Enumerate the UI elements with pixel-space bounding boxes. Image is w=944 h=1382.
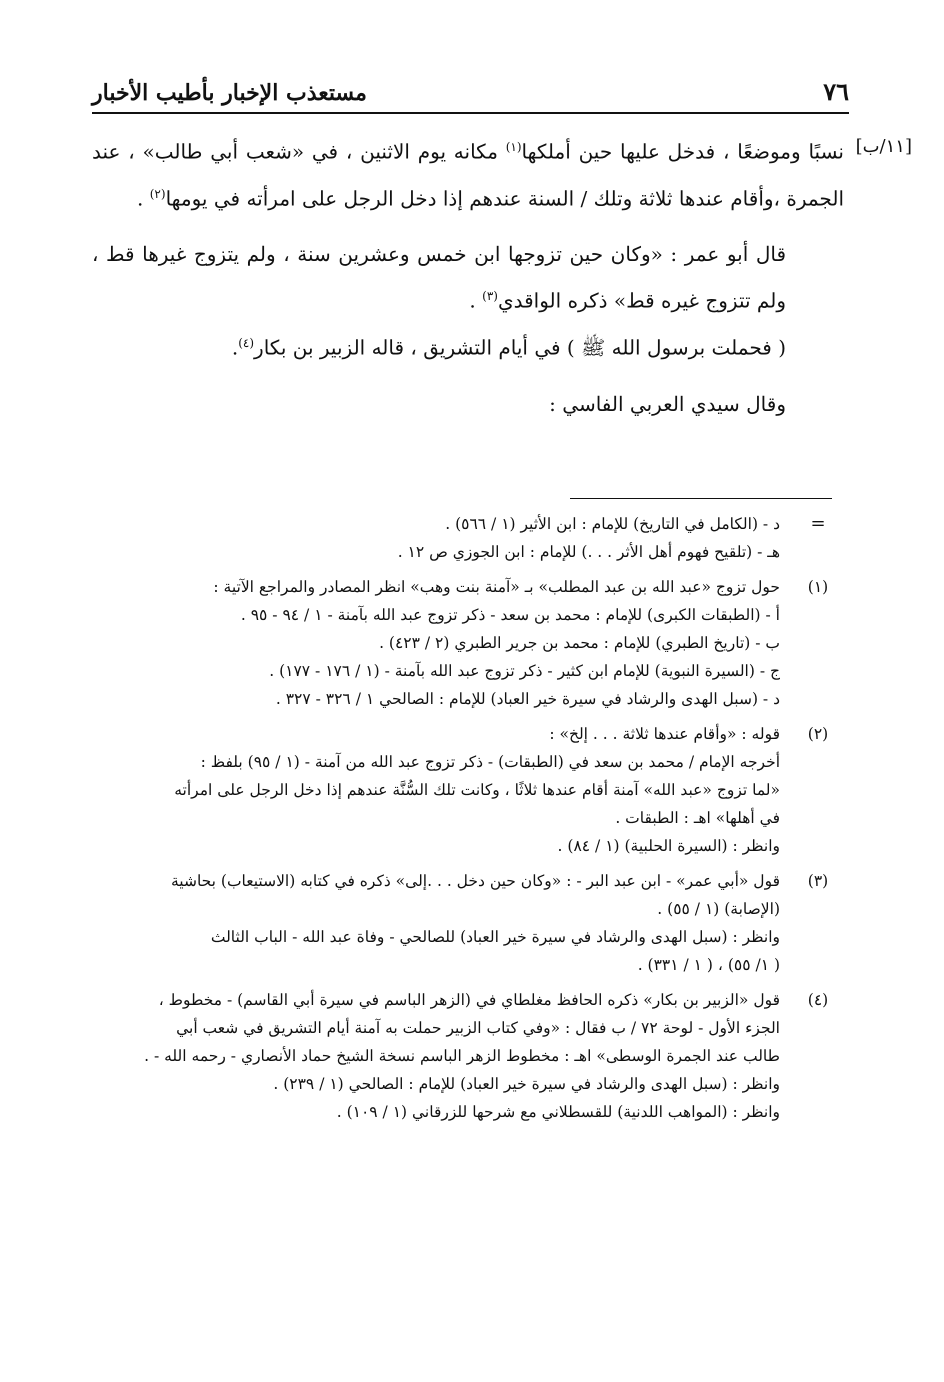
footnote-1: (١) حول تزوج «عبد الله بن عبد المطلب» بـ «آمنة بنت وهب» انظر المصادر والمراجع الآتية : أ - (الطبقات الكبرى) للإمام : محمد بن سعد - ذكر تزوج عبد الله بآمنة - ١ / ٩٤ - ٩٥ . ب - (تاريخ الطبري) للإمام : محمد بن جرير الطبري (٢ / ٤٢٣) . ج - (السيرة النبوية) للإمام ابن كثير - ذكر تزوج عبد الله بآمنة - (١ / ١٧٦ - ١٧٧) . د - (سبل الهدى والرشاد في سيرة خير العباد) للإمام : الصالحي ١ / ٣٢٦ - ٣٢٧ .	[92, 573, 838, 713]
body-paragraph: ( فحملت برسول الله ﷺ ) في أيام التشريق ، قاله الزبير بن بكار$^{(٤)}$.	[231, 335, 786, 360]
main-text	[92, 126, 912, 425]
footnote-number: (٣)	[807, 872, 829, 890]
folio-marker: [١١/ب]	[855, 136, 912, 157]
running-title: مستعذب الإخبار بأطيب الأخبار	[92, 80, 367, 106]
footnote-2: (٢) قوله : «وأقام عندها ثلاثة . . . إلخ» : أخرجه الإمام / محمد بن سعد في (الطبقات) - ذكر تزوج عبد الله من آمنة - (١ / ٩٥) بلفظ : «لما تزوج «عبد الله» آمنة أقام عندها ثلاثًا ، وكانت تلك السُّنَّة عندهم إذا دخل الرجل على امرأته في أهلها» اهـ : الطبقات . وانظر : (السيرة الحلبية) (١ / ٨٤) .	[92, 720, 838, 860]
footnote-ref-3: (٣)	[482, 289, 498, 304]
body-paragraph: قال أبو عمر : «وكان حين تزوجها ابن خمس وعشرين سنة ، ولم يتزوج غيرها قط ، ولم تتزوج غيره قط» ذكره الواقدي$^{(٣)}$ .	[92, 242, 787, 313]
footnote-continuation: = د - (الكامل في التاريخ) للإمام : ابن الأثير (١ / ٥٦٦) . هـ - (تلقيح فهوم أهل الأثر . . .) للإمام : ابن الجوزي ص ١٢ .	[92, 510, 838, 566]
body-paragraph: وقال سيدي العربي الفاسي :	[549, 391, 786, 416]
page-header	[92, 66, 849, 114]
body-paragraph: نسبًا وموضعًا ، فدخل عليها حين أملكها$^{(١)}$ مكانه يوم الاثنين ، في «شعب أبي طالب» ، [١١/ب] عند الجمرة ،وأقام عندها ثلاثة وتلك / السنة عندهم إذا دخل الرجل على امرأته في يومها$^{(٢)}$ .	[92, 126, 844, 219]
footnote-divider	[570, 498, 832, 499]
continuation-mark: =	[810, 513, 826, 534]
footnote-ref-1: (١)	[505, 140, 522, 154]
footnotes	[92, 510, 838, 1126]
footnote-ref-2: (٢)	[149, 186, 166, 201]
page-number: ٧٦	[823, 77, 849, 106]
footnote-number: (٢)	[807, 725, 829, 743]
footnote-number: (١)	[807, 578, 829, 596]
footnote-4: (٤) قول «الزبير بن بكار» ذكره الحافظ مغلطاي في (الزهر الباسم في سيرة أبي القاسم) - مخطوط ، الجزء الأول - لوحة ٧٢ / ب فقال : «وفي كتاب الزبير حملت به آمنة أيام التشريق في شعب أبي طالب عند الجمرة الوسطى» اهـ : مخطوط الزهر الباسم نسخة الشيخ حماد الأنصاري - رحمه الله - . وانظر : (سبل الهدى والرشاد في سيرة خير العباد) للإمام : الصالحي (١ / ٢٣٩) . وانظر : (المواهب اللدنية) للقسطلاني مع شرحها للزرقاني (١ / ١٠٩) .	[92, 986, 838, 1126]
footnote-number: (٤)	[807, 991, 829, 1009]
footnote-3: (٣) قول «أبي عمر» - ابن عبد البر - : «وكان حين دخل . . .إلى» ذكره في كتابه (الاستيعاب) بحاشية (الإصابة) (١ / ٥٥) . وانظر : (سبل الهدى والرشاد في سيرة خير العباد) للصالحي - وفاة عبد الله - الباب الثالث ( ١/ ٥٥) ، ( ١ / ٣٣١) .	[92, 867, 838, 979]
footnote-ref-4: (٤)	[238, 335, 255, 350]
